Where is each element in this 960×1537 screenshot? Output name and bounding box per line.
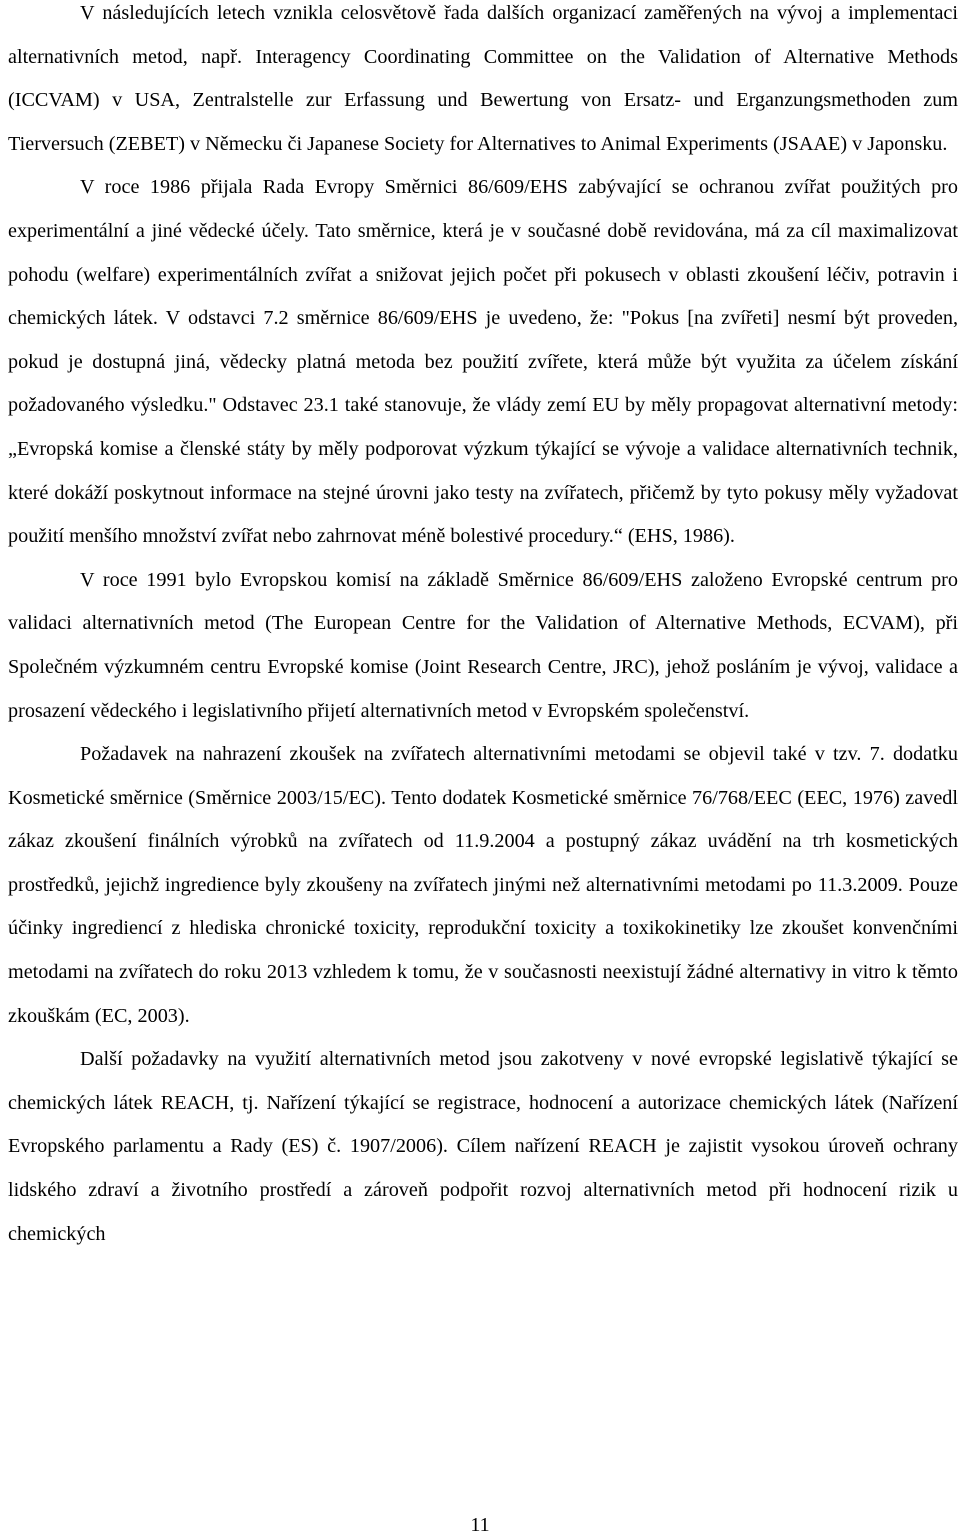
paragraph-other-organizations: V následujících letech vznikla celosvětově řada dalších organizací zaměřených na vývoj a implementaci alternativních metod, např. Interagency Coordinating Committee on the Validation of Alternative Methods (ICCVAM) v USA, Zentralstelle zur Erfassung und Bewertung von Ersatz- und Erganzungsmethoden zum Tierversuch (ZEBET) v Německu či Japanese Society for Alternatives to Animal Experiments (JSAAE) v Japonsku. — [8, 2, 958, 155]
paragraph-directive-1986: V roce 1986 přijala Rada Evropy Směrnici 86/609/EHS zabývající se ochranou zvířat použitých pro experimentální a jiné vědecké účely. Tato směrnice, která je v současné době revidována, má za cíl maximalizovat pohodu (welfare) experimentálních zvířat a snižovat jejich počet při pokusech v oblasti zkoušení léčiv, potravin i chemických látek. V odstavci 7.2 směrnice 86/609/EHS je uvedeno, že: "Pokus [na zvířeti] nesmí být proveden, pokud je dostupná jiná, vědecky platná metoda bez použití zvířete, která může být využita za účelem získání požadovaného výsledku." Odstavec 23.1 také stanovuje, že vlády zemí EU by měly propagovat alternativní metody: „Evropská komise a členské státy by měly podporovat výzkum týkající se vývoje a validace alternativních technik, které dokáží poskytnout informace na stejné úrovni jako testy na zvířatech, přičemž by tyto pokusy měly vyžadovat použití menšího množství zvířat nebo zahrnovat méně bolestivé procedury.“ (EHS, 1986). — [8, 176, 958, 548]
paragraph-reach: Další požadavky na využití alternativních metod jsou zakotveny v nové evropské legislativě týkající se chemických látek REACH, tj. Nařízení týkající se registrace, hodnocení a autorizace chemických látek (Nařízení Evropského parlamentu a Rady (ES) č. 1907/2006). Cílem nařízení REACH je zajistit vysokou úroveň ochrany lidského zdraví a životního prostředí a zároveň podpořit rozvoj alternativních metod při hodnocení rizik u chemických — [8, 1048, 958, 1245]
document-page — [8, 0, 958, 1256]
page-number: 11 — [470, 1514, 490, 1536]
paragraph-cosmetics-directive: Požadavek na nahrazení zkoušek na zvířatech alternativními metodami se objevil také v tzv. 7. dodatku Kosmetické směrnice (Směrnice 2003/15/EC). Tento dodatek Kosmetické směrnice 76/768/EEC (EEC, 1976) zavedl zákaz zkoušení finálních výrobků na zvířatech od 11.9.2004 a postupný zákaz uvádění na trh kosmetických prostředků, jejichž ingredience byly zkoušeny na zvířatech jinými než alternativními metodami po 11.3.2009. Pouze účinky ingrediencí z hlediska chronické toxicity, reprodukční toxicity a toxikokinetiky lze zkoušet konvenčními metodami na zvířatech do roku 2013 vzhledem k tomu, že v současnosti neexistují žádné alternativy in vitro k těmto zkouškám (EC, 2003). — [8, 743, 958, 1027]
paragraph-ecvam-1991: V roce 1991 bylo Evropskou komisí na základě Směrnice 86/609/EHS založeno Evropské centrum pro validaci alternativních metod (The European Centre for the Validation of Alternative Methods, ECVAM), při Společném výzkumném centru Evropské komise (Joint Research Centre, JRC), jehož posláním je vývoj, validace a prosazení vědeckého i legislativního přijetí alternativních metod v Evropském společenství. — [8, 568, 958, 722]
